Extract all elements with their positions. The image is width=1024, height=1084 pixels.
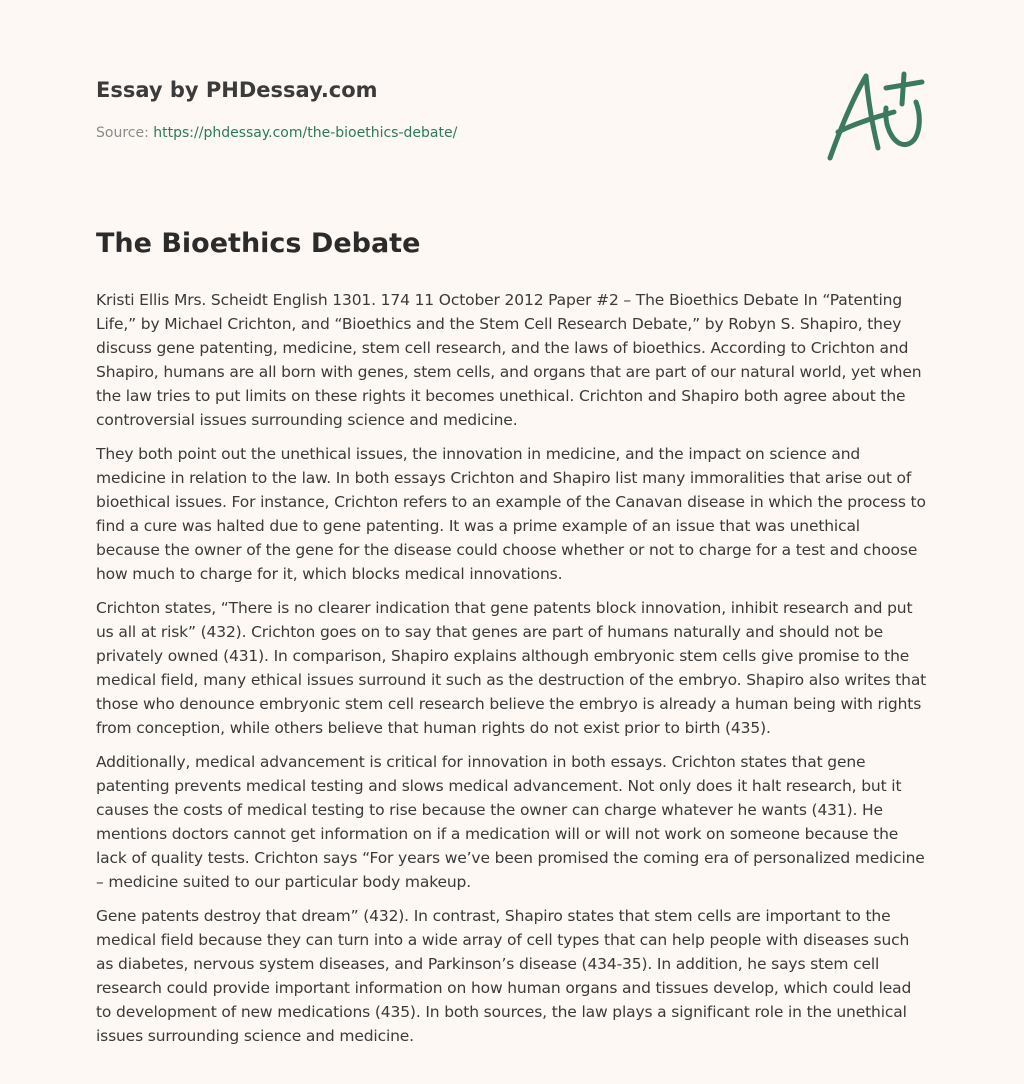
source-line: [96, 124, 457, 142]
essay-title: The Bioethics Debate: [96, 228, 421, 259]
source-link[interactable]: https://phdessay.com/the-bioethics-debate/: [153, 125, 458, 141]
essay-paragraph: Crichton states, “There is no clearer indication that gene patents block innovation, inhibit research and put us all at risk” (432). Crichton goes on to say that genes are part of humans naturally and should not be privately owned (431). In comparison, Shapiro explains although embryonic stem cells give promise to the medical field, many ethical issues surround it such as the destruction of the embryo. Shapiro also writes that those who denounce embryonic stem cell research believe the embryo is already a human being with rights from conception, while others believe that human rights do not exist prior to birth (435).: [96, 599, 927, 737]
site-header: [96, 76, 378, 104]
essay-paragraph: Additionally, medical advancement is critical for innovation in both essays. Crichton states that gene patenting prevents medical testing and slows medical advancement. Not only does it halt research, but it causes the costs of medical testing to rise because the owner can charge whatever he wants (431). He mentions doctors cannot get information on if a medication will or will not work on someone because the lack of quality tests. Crichton says “For years we’ve been promised the coming era of personalized medicine – medicine suited to our particular body makeup.: [96, 753, 925, 891]
essay-body: [96, 288, 928, 1058]
a-plus-logo-icon: [822, 68, 926, 164]
site-title: Essay by PHDessay.com: [96, 78, 378, 102]
essay-paragraph: They both point out the unethical issues, the innovation in medicine, and the impact on science and medicine in relation to the law. In both essays Crichton and Shapiro list many immoralities that arise out of bioethical issues. For instance, Crichton refers to an example of the Canavan disease in which the process to find a cure was halted due to gene patenting. It was a prime example of an issue that was unethical because the owner of the gene for the disease could choose whether or not to charge for a test and choose how much to charge for it, which blocks medical innovations.: [96, 445, 926, 583]
essay-paragraph: Gene patents destroy that dream” (432). In contrast, Shapiro states that stem cells are important to the medical field because they can turn into a wide array of cell types that can help people with diseases such as diabetes, nervous system diseases, and Parkinson’s disease (434-35). In addition, he says stem cell research could provide important information on how human organs and tissues develop, which could lead to development of new medications (435). In both sources, the law plays a significant role in the unethical issues surrounding science and medicine.: [96, 907, 912, 1045]
essay-paragraph: Kristi Ellis Mrs. Scheidt English 1301. 174 11 October 2012 Paper #2 – The Bioethics Debate In “Patenting Life,” by Michael Crichton, and “Bioethics and the Stem Cell Research Debate,” by Robyn S. Shapiro, they discuss gene patenting, medicine, stem cell research, and the laws of bioethics. According to Crichton and Shapiro, humans are all born with genes, stem cells, and organs that are part of our natural world, yet when the law tries to put limits on these rights it becomes unethical. Crichton and Shapiro both agree about the controversial issues surrounding science and medicine.: [96, 291, 922, 429]
source-label: Source:: [96, 125, 154, 141]
